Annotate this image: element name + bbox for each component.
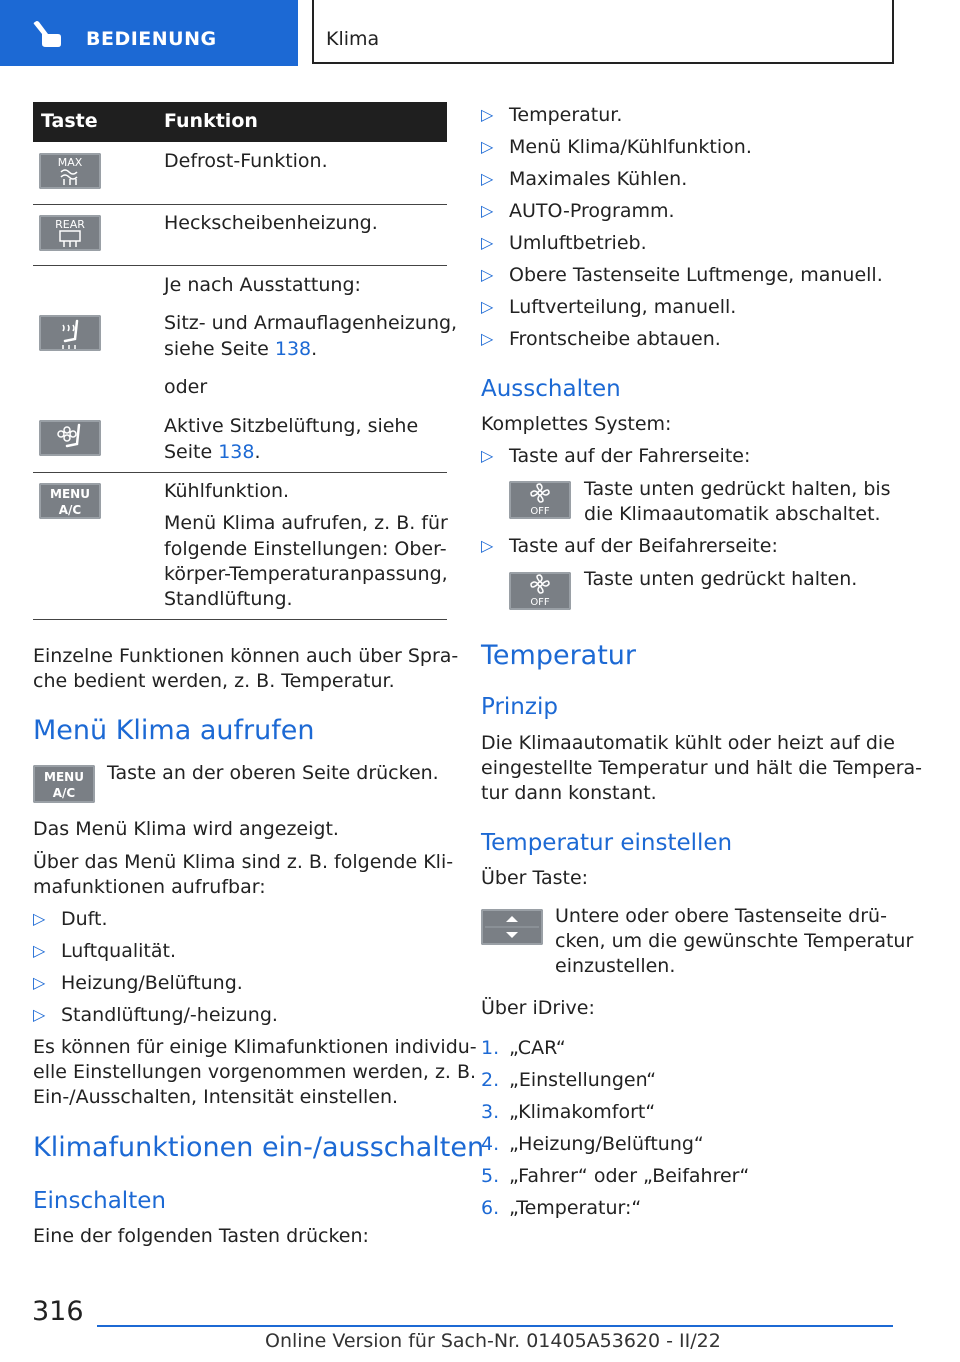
row-oder: oder <box>164 376 208 398</box>
menu-ac-button-icon <box>39 483 101 519</box>
max-label: MAX <box>57 156 83 169</box>
row-divider <box>33 619 447 620</box>
heading-einschalten: Einschalten <box>33 1188 166 1214</box>
individual-1: Es können für einige Klimafunktionen individu- <box>33 1036 477 1058</box>
step-item: 5. „Fahrer“ oder „Beifahrer“ <box>481 1165 750 1187</box>
step-item: 3. „Klimakomfort“ <box>481 1101 656 1123</box>
step-item: 6. „Temperatur:“ <box>481 1197 642 1219</box>
row-rear-text: Heckscheibenheizung. <box>164 212 378 234</box>
column-header-funktion: Funktion <box>164 110 258 132</box>
menu-label: MENU <box>44 770 84 784</box>
prinzip-3: tur dann konstant. <box>481 782 657 804</box>
individual-3: Ein-/Ausschalten, Intensität einstellen. <box>33 1086 399 1108</box>
ac-label: A/C <box>52 786 76 800</box>
footer-online-version: Online Version für Sach-Nr. 01405A53620 - II/22 <box>265 1330 721 1352</box>
ueber-idrive: Über iDrive: <box>481 997 595 1019</box>
heading-temperatur-einstellen: Temperatur einstellen <box>481 830 733 856</box>
heading-temperatur: Temperatur <box>481 640 637 671</box>
section-label: BEDIENUNG <box>86 28 217 50</box>
row-divider <box>33 265 447 266</box>
row-divider <box>33 204 447 205</box>
menu-shown: Das Menü Klima wird angezeigt. <box>33 818 339 840</box>
row-cool-l3: folgende Einstellungen: Ober- <box>164 538 447 560</box>
fan-off-button-icon <box>509 572 571 610</box>
temperature-rocker-icon <box>481 909 543 945</box>
ac-label: A/C <box>58 503 82 517</box>
page-link-138[interactable]: 138 <box>218 441 255 463</box>
taste-text-1: Untere oder obere Tastenseite drü- <box>555 905 887 927</box>
heading-menu-klima: Menü Klima aufrufen <box>33 715 315 746</box>
table-header <box>33 102 447 142</box>
menu-label: MENU <box>50 487 90 501</box>
row-cool-l5: Standlüftung. <box>164 588 293 610</box>
hand-pointer-icon <box>30 20 64 48</box>
row-cool-l2: Menü Klima aufrufen, z. B. für <box>164 512 448 534</box>
step-item: 1. „CAR“ <box>481 1037 566 1059</box>
row-seat-line1: Sitz- und Armauflagenheizung, <box>164 312 458 334</box>
column-header-taste: Taste <box>41 110 98 132</box>
beifahrer-text: Taste unten gedrückt halten. <box>584 568 858 590</box>
footer-rule <box>97 1325 893 1327</box>
chapter-title: Klima <box>326 28 380 50</box>
einschalten-text: Eine der folgenden Tasten drücken: <box>33 1225 369 1247</box>
off-label: OFF <box>530 506 550 517</box>
row-vent-line1: Aktive Sitzbelüftung, siehe <box>164 415 419 437</box>
fahrer-text-1: Taste unten gedrückt halten, bis <box>584 478 891 500</box>
max-defrost-button-icon <box>39 153 101 189</box>
rear-label: REAR <box>55 218 85 231</box>
rear-window-heating-button-icon <box>39 215 101 251</box>
row-divider <box>33 472 447 473</box>
heading-ausschalten: Ausschalten <box>481 376 621 402</box>
page-link-138[interactable]: 138 <box>274 338 312 360</box>
menu-ac-button-icon <box>33 765 95 803</box>
seat-heating-button-icon <box>39 315 101 351</box>
row-cool-l1: Kühlfunktion. <box>164 480 290 502</box>
individual-2: elle Einstellungen vorgenommen werden, z. B. <box>33 1061 477 1083</box>
section-tab <box>0 0 298 66</box>
chapter-header <box>312 0 894 64</box>
intro-line2: che bedient werden, z. B. Temperatur. <box>33 670 395 692</box>
komplettes-system: Komplettes System: <box>481 413 672 435</box>
fahrer-text-2: die Klimaautomatik abschaltet. <box>584 503 881 525</box>
intro-line1: Einzelne Funktionen können auch über Spra- <box>33 645 459 667</box>
taste-text-3: einzustellen. <box>555 955 676 977</box>
menu-functions-2: mafunktionen aufrufbar: <box>33 876 266 898</box>
row-seat-line2: siehe Seite 138. <box>164 338 318 360</box>
row-seat-intro: Je nach Ausstattung: <box>164 274 361 296</box>
menu-functions-1: Über das Menü Klima sind z. B. folgende Kli- <box>33 851 454 873</box>
fan-off-button-icon <box>509 481 571 519</box>
seat-ventilation-button-icon <box>39 420 101 456</box>
row-defrost-text: Defrost-Funktion. <box>164 150 328 172</box>
step-item: 2. „Einstellungen“ <box>481 1069 657 1091</box>
ueber-taste: Über Taste: <box>481 867 589 889</box>
row-vent-line2: Seite 138. <box>164 441 261 463</box>
off-label: OFF <box>530 597 550 608</box>
prinzip-2: eingestellte Temperatur und hält die Tempera- <box>481 757 922 779</box>
row-cool-l4: körper-Temperaturanpassung, <box>164 563 448 585</box>
menu-note: Taste an der oberen Seite drücken. <box>107 762 439 784</box>
page-number: 316 <box>32 1296 84 1327</box>
heading-prinzip: Prinzip <box>481 694 558 720</box>
prinzip-1: Die Klimaautomatik kühlt oder heizt auf die <box>481 732 895 754</box>
taste-text-2: cken, um die gewünschte Temperatur <box>555 930 914 952</box>
step-item: 4. „Heizung/Belüftung“ <box>481 1133 704 1155</box>
heading-klimafunktionen: Klimafunktionen ein-/ausschalten <box>33 1132 485 1163</box>
